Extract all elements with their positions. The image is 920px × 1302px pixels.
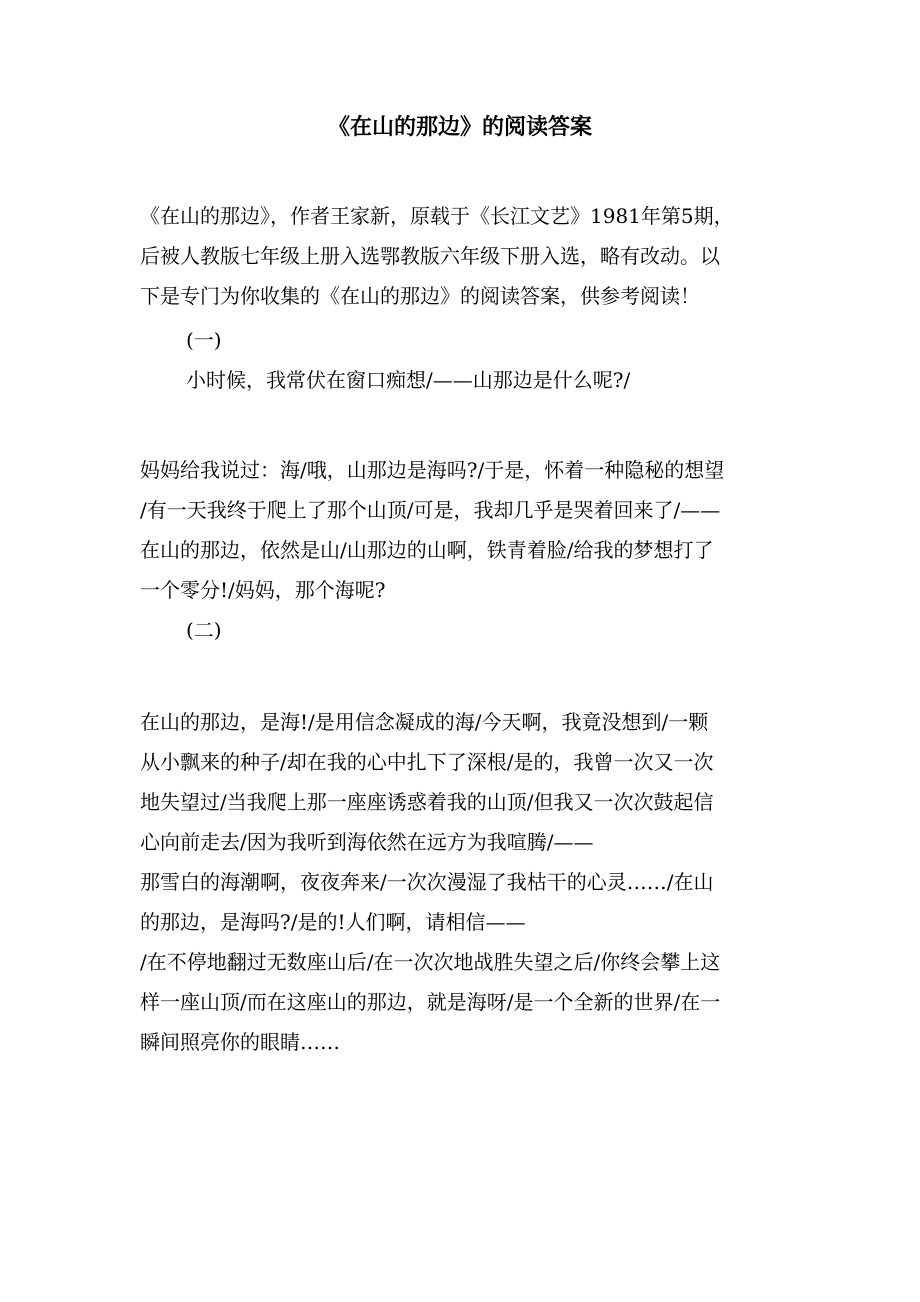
- text-line: 在山的那边，是海!/是用信念凝成的海/今天啊，我竟没想到/一颗: [140, 710, 709, 734]
- section-marker: (二): [186, 618, 222, 642]
- text-line: 那雪白的海潮啊，夜夜奔来/一次次漫湿了我枯干的心灵……/在山: [140, 870, 714, 894]
- text-line: 一个零分!/妈妈，那个海呢?: [140, 578, 386, 602]
- poem-opening-line: 小时候，我常伏在窗口痴想/——山那边是什么呢?/: [186, 368, 631, 392]
- text-line: 从小飘来的种子/却在我的心中扎下了深根/是的，我曾一次又一次: [140, 750, 714, 774]
- section-marker: (一): [186, 328, 222, 352]
- text-line: 地失望过/当我爬上那一座座诱惑着我的山顶/但我又一次次鼓起信: [140, 790, 714, 814]
- text-line: 心向前走去/因为我听到海依然在远方为我喧腾/——: [140, 830, 594, 854]
- text-line: /在不停地翻过无数座山后/在一次次地战胜失望之后/你终会攀上这: [140, 950, 721, 974]
- text-line: 《在山的那边》，作者王家新，原载于《长江文艺》1981年第5期，: [140, 204, 734, 228]
- text-line: 后被人教版七年级上册入选鄂教版六年级下册入选，略有改动。以: [140, 244, 720, 268]
- intro-paragraph: [140, 196, 790, 316]
- text-line: 样一座山顶/而在这座山的那边，就是海呀/是一个全新的世界/在一: [140, 990, 721, 1014]
- text-line: /有一天我终于爬上了那个山顶/可是，我却几乎是哭着回来了/——: [140, 498, 721, 522]
- section-two-body: [140, 702, 790, 1062]
- text-line: 瞬间照亮你的眼睛……: [140, 1030, 340, 1054]
- section-one-body: [140, 450, 790, 650]
- text-line: 在山的那边，依然是山/山那边的山啊，铁青着脸/给我的梦想打了: [140, 538, 714, 562]
- section-one-heading: [140, 320, 790, 400]
- text-line: 下是专门为你收集的《在山的那边》的阅读答案，供参考阅读！: [140, 284, 700, 308]
- text-line: 妈妈给我说过：海/哦，山那边是海吗?/于是，怀着一种隐秘的想望: [140, 458, 725, 482]
- text-line: 的那边，是海吗?/是的!人们啊，请相信——: [140, 910, 526, 934]
- document-title: 《在山的那边》的阅读答案: [327, 115, 592, 140]
